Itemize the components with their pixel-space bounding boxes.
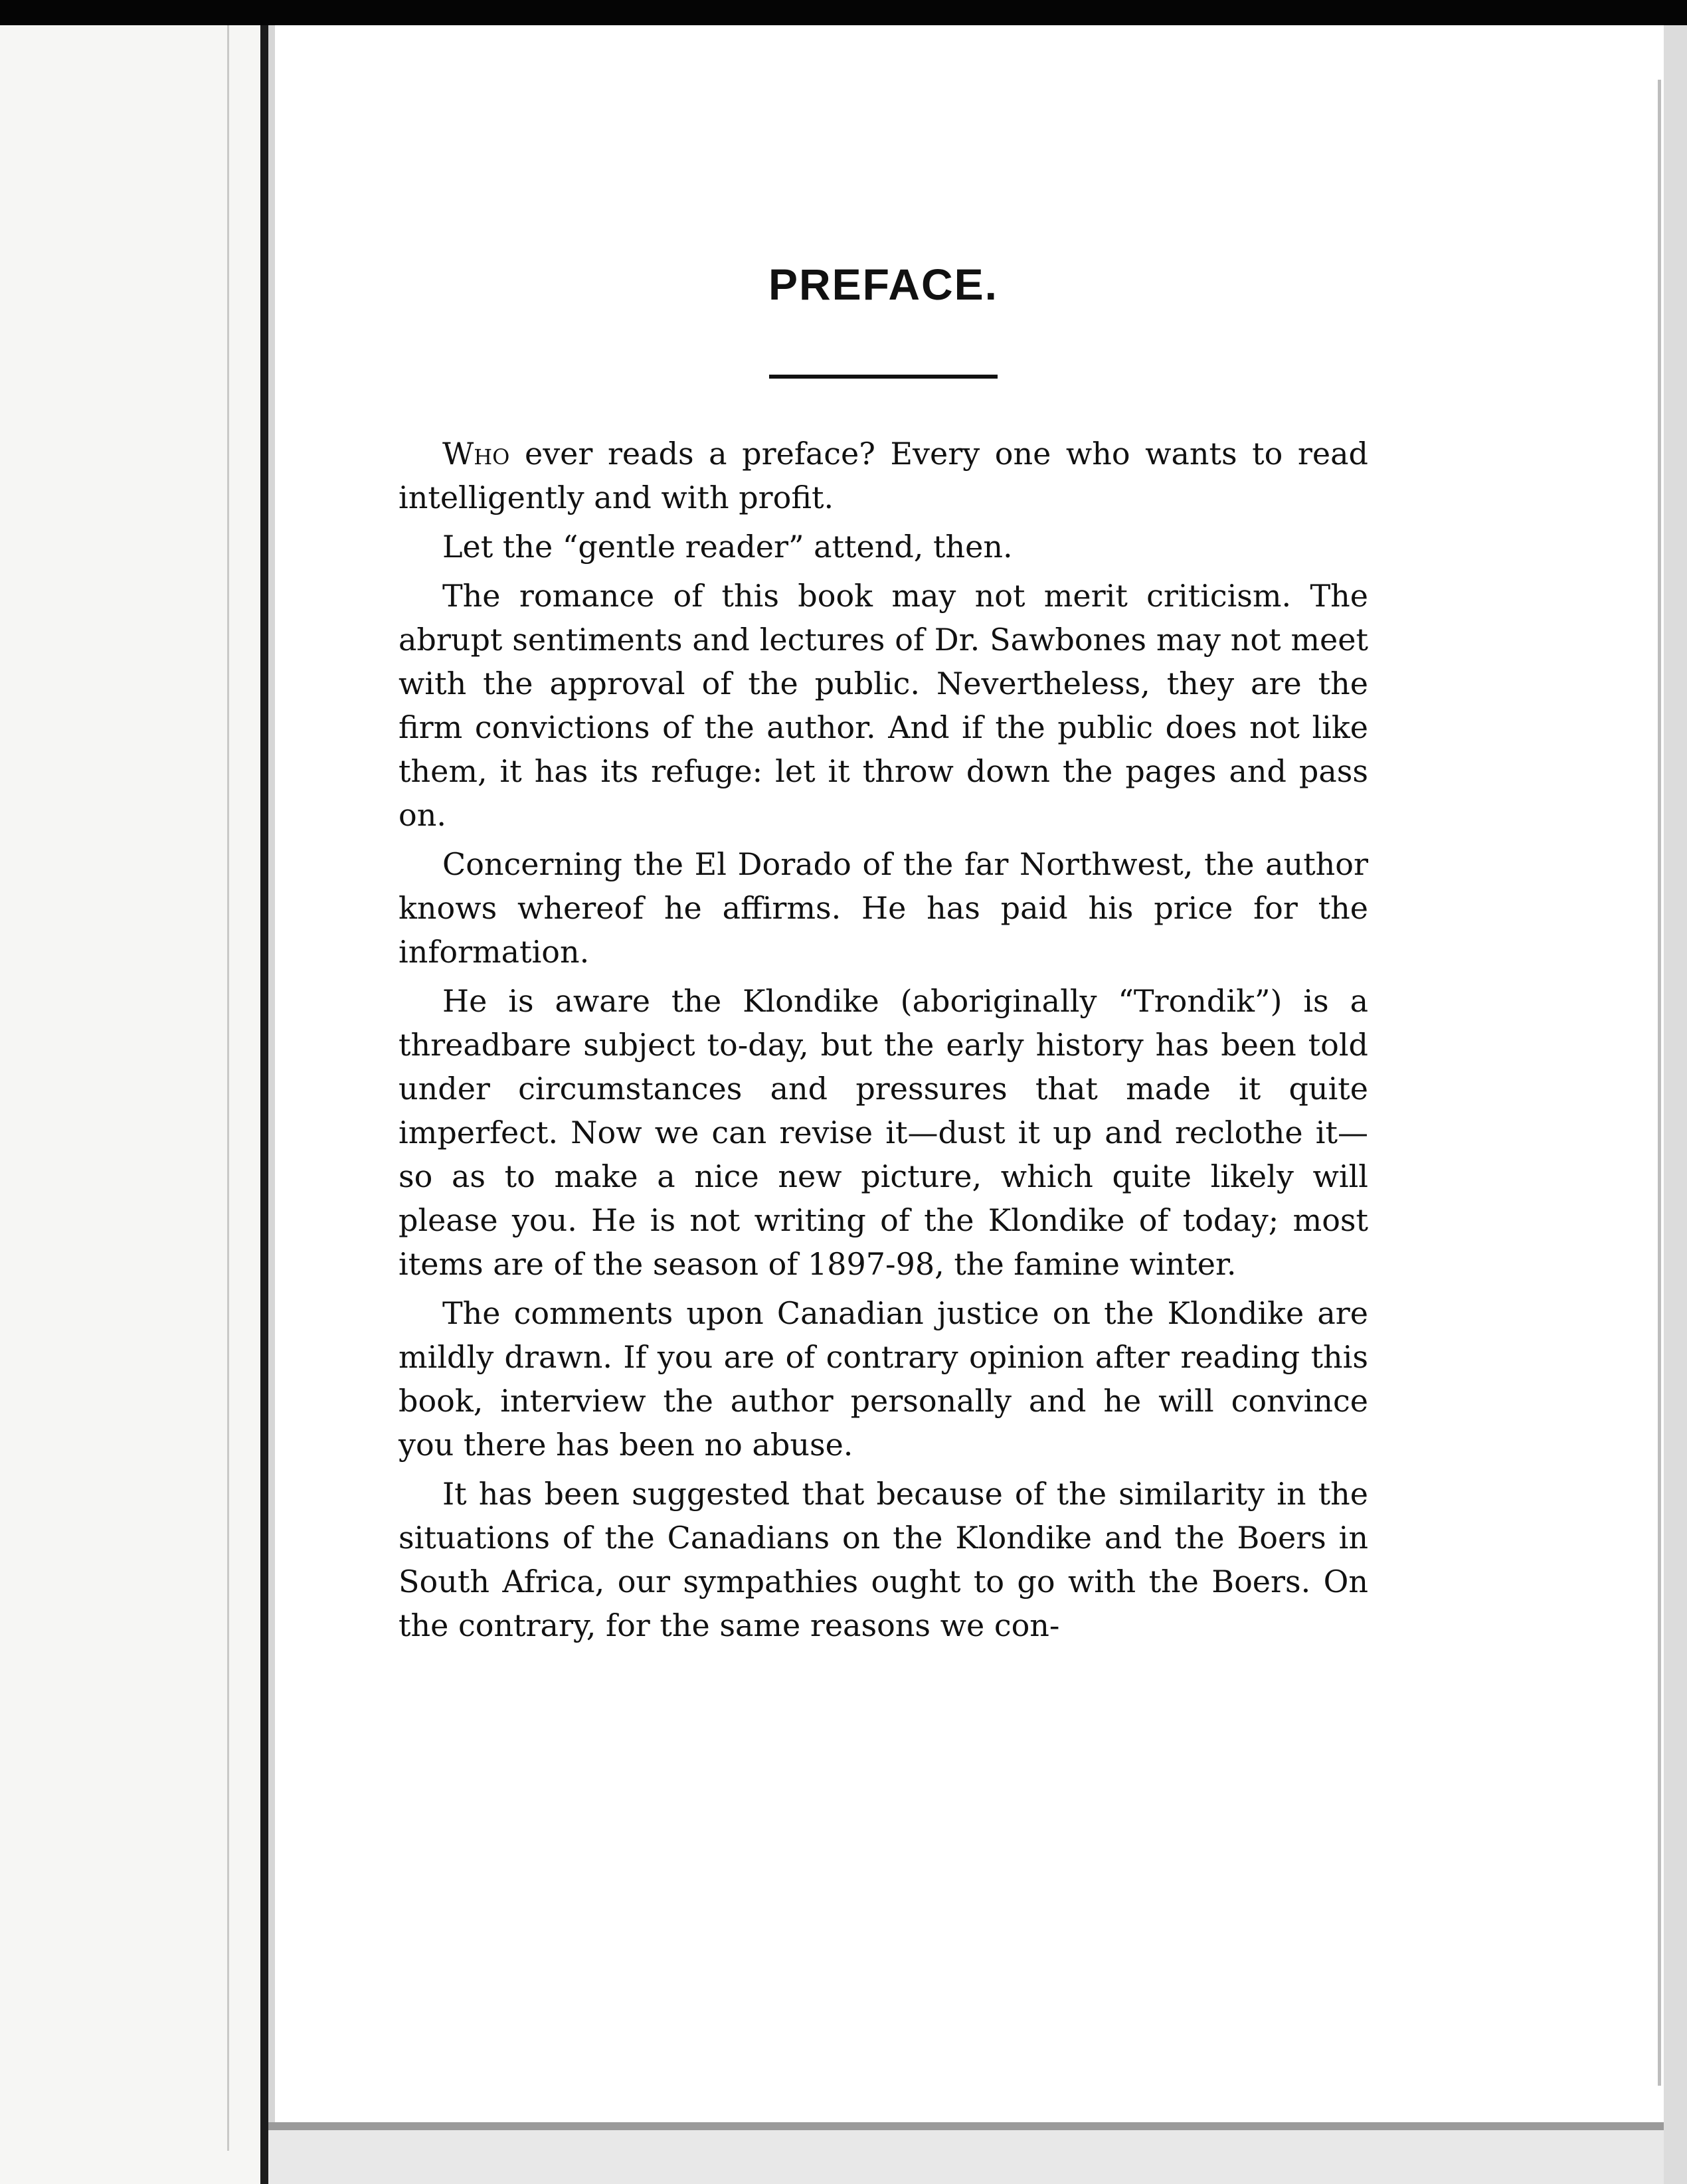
title-rule xyxy=(769,375,998,379)
book-gutter xyxy=(260,25,268,2184)
preface-page xyxy=(399,259,1368,1653)
scan-top-border xyxy=(0,0,1687,25)
paragraph-5: He is aware the Klondike (aboriginally “Trondik”) is a threadbare subject to-day, but the early history has been told under circumstances and pressures that made it quite imperfect. Now we can revise it—dust it up and reclothe it—so as to make a nice new picture, which quite likely will please you. He is not writing of the Klondike of today; most items are of the season of 1897-98, the famine winter. xyxy=(399,983,1368,1282)
bottom-scan-margin xyxy=(268,2130,1664,2184)
paragraph-6: The comments upon Canadian justice on the Klondike are mildly drawn. If you are of contrary opinion after reading this book, interview the author personally and he will convince you there has been no abuse. xyxy=(399,1295,1368,1463)
gutter-shadow xyxy=(268,25,275,2184)
paragraph-3: The romance of this book may not merit criticism. The abrupt sentiments and lectures of Dr. Sawbones may not meet with the approval of the public. Nevertheless, they are the firm convictions of the author. And if the public does not like them, it has its refuge: let it throw down the pages and pass on. xyxy=(399,578,1368,833)
right-page-edge-line xyxy=(1658,80,1661,2086)
paragraph-7: It has been suggested that because of the similarity in the situations of the Canadians on the Klondike and the Boers in South Africa, our sympathies ought to go with the Boers. On the contrary, for the same reasons we con- xyxy=(399,1476,1368,1643)
bottom-page-edge xyxy=(268,2122,1664,2130)
paragraph-1-text: ever reads a preface? Every one who wants to read intelligently and with profit. xyxy=(399,436,1368,515)
paragraph-1-lead: Who xyxy=(442,436,510,472)
paragraph-4: Concerning the El Dorado of the far Northwest, the author knows whereof he affirms. He has paid his price for the information. xyxy=(399,846,1368,970)
paragraph-1 xyxy=(399,432,1368,519)
page-title: PREFACE. xyxy=(768,260,999,309)
preface-body xyxy=(399,432,1368,1647)
right-page-edge xyxy=(1664,25,1687,2184)
left-page-edge xyxy=(227,25,229,2151)
left-blank-page xyxy=(0,25,260,2184)
paragraph-2: Let the “gentle reader” attend, then. xyxy=(442,529,1013,565)
